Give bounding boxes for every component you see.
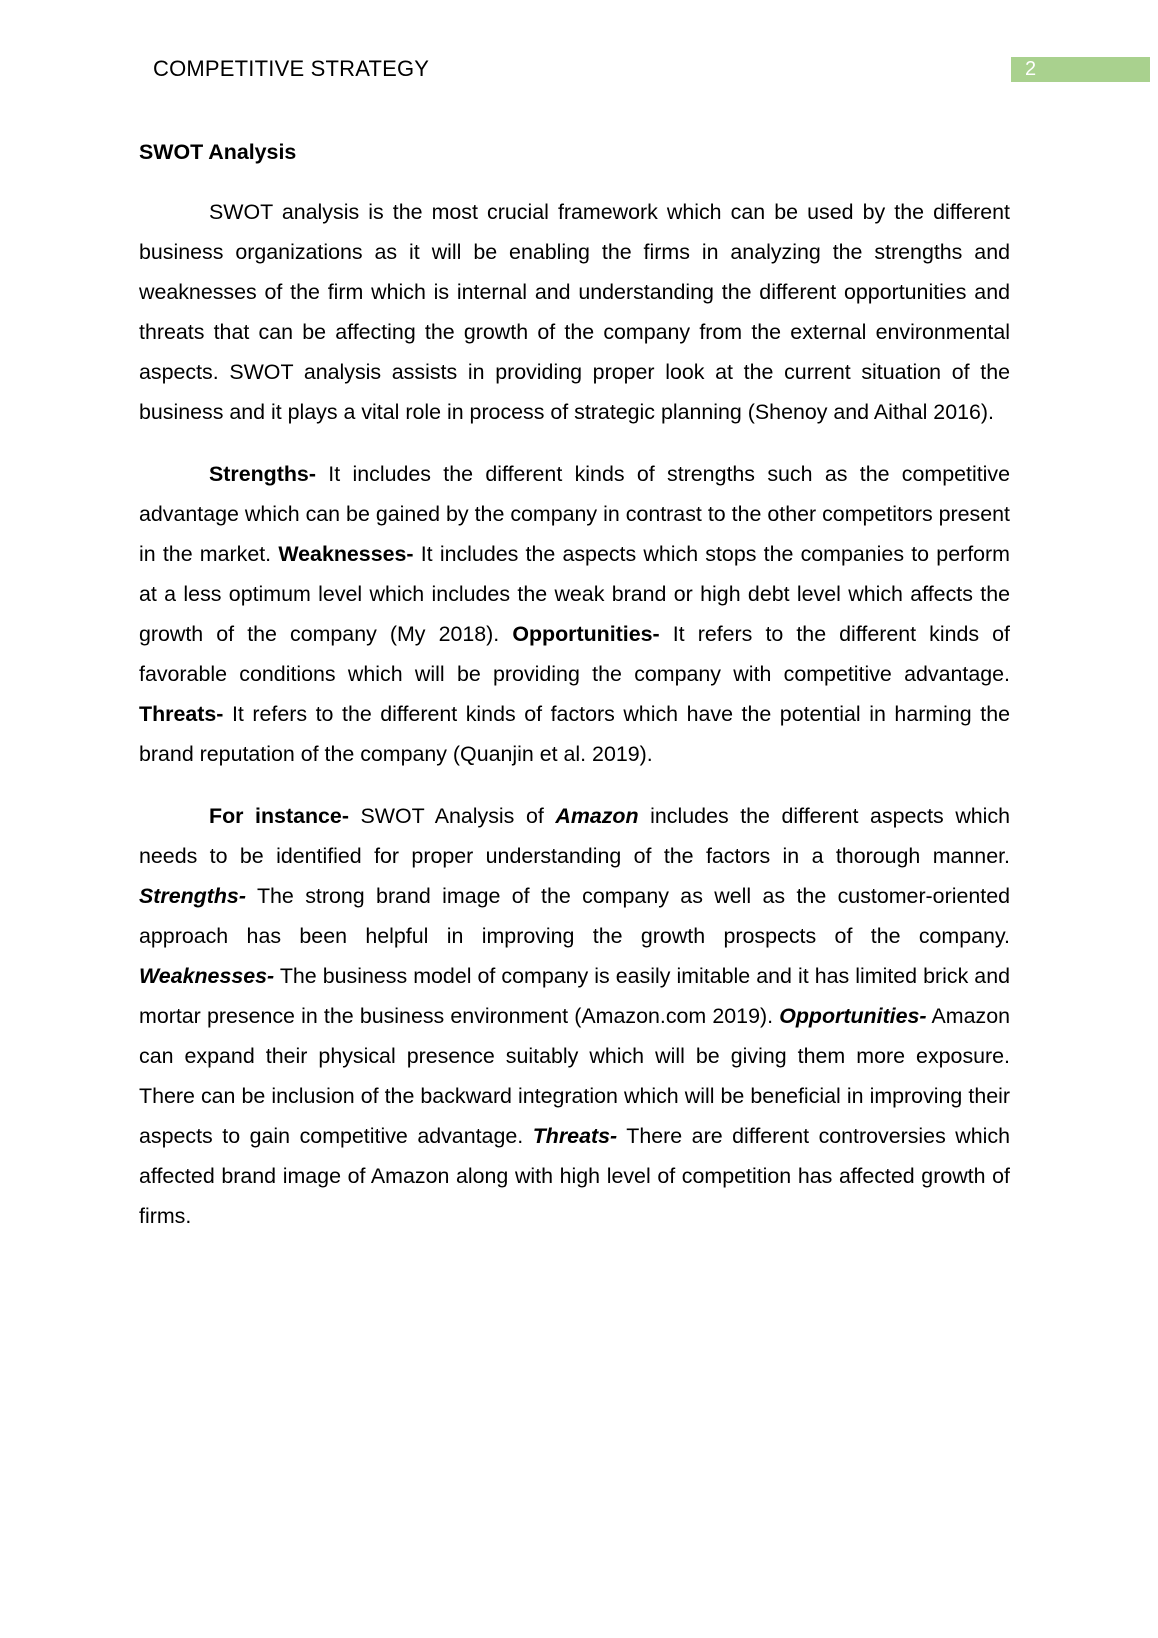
- amazon-strengths-label: Strengths-: [139, 884, 246, 908]
- page-number: 2: [1011, 57, 1150, 82]
- weaknesses-text: It includes the aspects which stops the companies to perform at a less optimum level which includes the weak brand or high debt level which affects the growth of the company (My 2018).: [139, 542, 1010, 646]
- instance-label: For instance-: [209, 804, 349, 828]
- amazon-threats-text: There are different controversies which affected brand image of Amazon along with high level of competition has affected growth of firms.: [139, 1124, 1010, 1228]
- swot-intro-paragraph: [139, 192, 1010, 432]
- amazon-weaknesses-label: Weaknesses-: [139, 964, 275, 988]
- weaknesses-label: Weaknesses-: [278, 542, 414, 566]
- threats-label: Threats-: [139, 702, 224, 726]
- instance-intro-text: SWOT Analysis of: [348, 804, 556, 828]
- document-body: [139, 135, 1010, 1258]
- amazon-threats-label: Threats-: [532, 1124, 618, 1148]
- company-name: Amazon: [555, 804, 639, 828]
- strengths-text: It includes the different kinds of strengths such as the competitive advantage which can be gained by the company in contrast to the other competitors present in the market.: [139, 462, 1010, 566]
- opportunities-text: It refers to the different kinds of favorable conditions which will be providing the company with competitive advantage.: [139, 622, 1010, 686]
- amazon-opportunities-text: Amazon can expand their physical presence suitably which will be giving them more exposure. There can be inclusion of the backward integration which will be beneficial in improving their aspects to gain competitive advantage.: [139, 1004, 1010, 1148]
- running-header-title: COMPETITIVE STRATEGY: [153, 56, 430, 81]
- instance-intro-text-2: includes the different aspects which needs to be identified for proper understanding of the factors in a thorough manner.: [139, 804, 1011, 868]
- amazon-swot-paragraph: [139, 796, 1010, 1236]
- threats-text: It refers to the different kinds of factors which have the potential in harming the brand reputation of the company (Quanjin et al. 2019).: [139, 702, 1010, 766]
- amazon-opportunities-label: Opportunities-: [779, 1004, 927, 1028]
- swot-definitions-paragraph: [139, 454, 1010, 774]
- swot-intro-text: SWOT analysis is the most crucial framework which can be used by the different business organizations as it will be enabling the firms in analyzing the strengths and weaknesses of the firm which is internal and understanding the different opportunities and threats that can be affecting the growth of the company from the external environmental aspects. SWOT analysis assists in providing proper look at the current situation of the business and it plays a vital role in process of strategic planning (Shenoy and Aithal 2016).: [139, 200, 1010, 424]
- amazon-weaknesses-text: The business model of company is easily imitable and it has limited brick and mortar presence in the business environment (Amazon.com 2019).: [139, 964, 1010, 1028]
- section-heading: SWOT Analysis: [139, 140, 297, 164]
- opportunities-label: Opportunities-: [512, 622, 660, 646]
- strengths-label: Strengths-: [209, 462, 316, 486]
- amazon-strengths-text: The strong brand image of the company as well as the customer-oriented approach has been helpful in improving the growth prospects of the company.: [139, 884, 1010, 948]
